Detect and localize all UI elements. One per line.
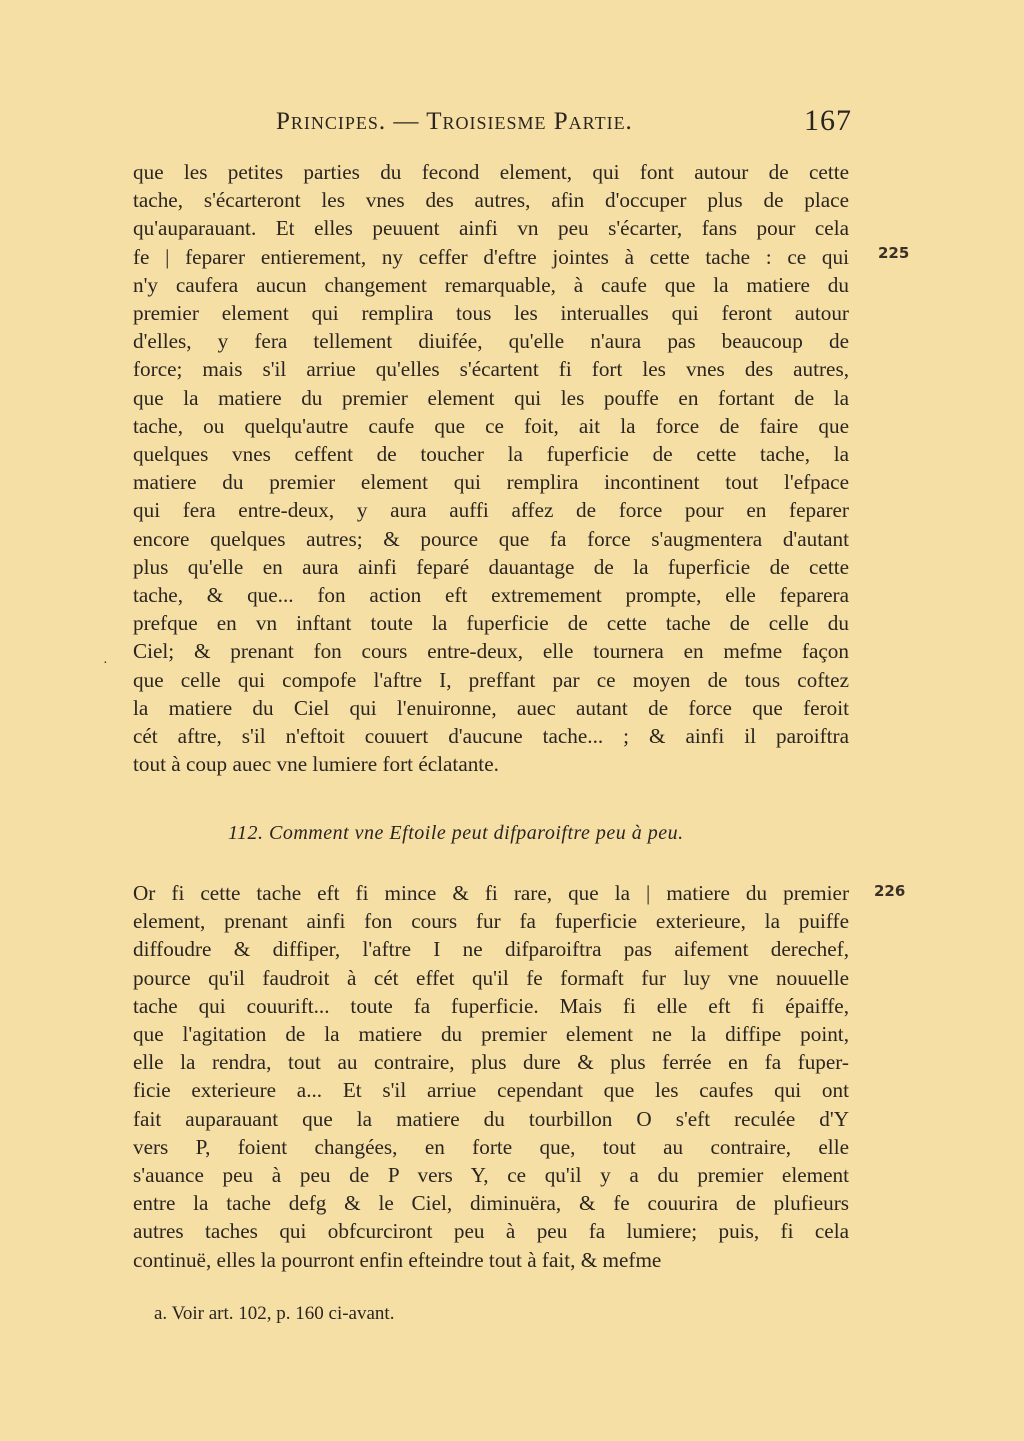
paragraph-1-line: d'elles, y fera tellement diuifée, qu'elle n'aura pas beaucoup de [133,329,849,354]
paragraph-1-line: force; mais s'il arriue qu'elles s'écartent fi fort les vnes des autres, [133,357,849,382]
paragraph-1-line: prefque en vn inftant toute la fuperficie de cette tache de celle du [133,611,849,636]
paragraph-1-line: que la matiere du premier element qui les pouffe en fortant de la [133,385,849,410]
paragraph-1-line: cét aftre, s'il n'eftoit couuert d'aucune tache... ; & ainfi il paroiftra [133,724,849,749]
paragraph-2-line: vers P, foient changées, en forte que, tout au contraire, elle [133,1134,849,1159]
paragraph-1-line: plus qu'elle en aura ainfi feparé dauantage de la fuperficie de cette [133,554,849,579]
margin-number-226: 226 [874,882,906,900]
paragraph-1-line: encore quelques autres; & pource que fa force s'augmentera d'autant [133,526,849,551]
paragraph-2-line: s'auance peu à peu de P vers Y, ce qu'il y a du premier element [133,1163,849,1188]
paragraph-1-line: tache, ou quelqu'autre caufe que ce foit, ait la force de faire que [133,413,849,438]
paragraph-2-line: diffoudre & diffiper, l'aftre I ne difparoiftra pas aifement derechef, [133,937,849,962]
paragraph-1-line: qui fera entre-deux, y aura auffi affez de force pour en feparer [133,498,849,523]
paragraph-1-line: quelques vnes ceffent de toucher la fuperficie de cette tache, la [133,442,849,467]
paragraph-1-line: que les petites parties du fecond element, qui font autour de cette [133,160,849,184]
paragraph-2-line: tache qui couurift... toute fa fuperficie. Mais fi elle eft fi épaiffe, [133,993,849,1018]
paragraph-2-line: Or fi cette tache eft fi mince & fi rare, que la | matiere du premier [133,881,849,905]
paragraph-2-line: entre la tache defg & le Ciel, diminuëra, & fe couurira de plufieurs [133,1191,849,1216]
paragraph-1-line: Ciel; & prenant fon cours entre-deux, elle tournera en mefme façon [133,639,849,664]
paragraph-1-line: premier element qui remplira tous les interualles qui feront autour [133,301,849,326]
paragraph-1-line: la matiere du Ciel qui l'enuironne, auec autant de force que feroit [133,695,849,720]
paragraph-2-line: pource qu'il faudroit à cét effet qu'il fe formaft fur luy vne nouuelle [133,965,849,990]
running-title: Principes. — Troisiesme Partie. [276,108,633,135]
paragraph-1-line: tache, & que... fon action eft extremement prompte, elle feparera [133,583,849,608]
paragraph-2-line: autres taches qui obfcurciront peu à peu fa lumiere; puis, fi cela [133,1219,849,1244]
paragraph-2-line: ficie exterieure a... Et s'il arriue cependant que les caufes qui ont [133,1078,849,1103]
paragraph-1-line: n'y caufera aucun changement remarquable, à caufe que la matiere du [133,272,849,297]
paragraph-2-line: element, prenant ainfi fon cours fur fa fuperficie exterieure, la puiffe [133,909,849,934]
footnote: a. Voir art. 102, p. 160 ci-avant. [154,1303,395,1324]
paragraph-2-line: fait auparauant que la matiere du tourbillon O s'eft reculée d'Y [133,1106,849,1131]
margin-number-225: 225 [878,244,910,262]
paragraph-2-line: elle la rendra, tout au contraire, plus dure & plus ferrée en fa fuper- [133,1050,849,1075]
paragraph-2-line: que l'agitation de la matiere du premier element ne la diffipe point, [133,1022,849,1047]
page-number: 167 [804,104,852,137]
running-header [276,104,856,144]
paragraph-2 [133,879,849,1274]
section-heading: 112. Comment vne Eftoile peut difparoiftre peu à peu. [228,822,684,844]
paragraph-1-line: tout à coup auec vne lumiere fort éclatante. [133,752,499,777]
paragraph-2-line: continuë, elles la pourront enfin efteindre tout à fait, & mefme [133,1247,662,1272]
paragraph-1-line: qu'auparauant. Et elles peuuent ainfi vn peu s'écarter, fans pour cela [133,216,849,241]
paragraph-1-line: fe | feparer entierement, ny ceffer d'eftre jointes à cette tache : ce qui [133,244,849,269]
paragraph-1 [133,158,849,778]
paragraph-1-line: matiere du premier element qui remplira incontinent tout l'efpace [133,470,849,495]
stray-mark: · [103,656,108,671]
paragraph-1-line: que celle qui compofe l'aftre I, preffant par ce moyen de tous coftez [133,667,849,692]
paragraph-1-line: tache, s'écarteront les vnes des autres, afin d'occuper plus de place [133,188,849,213]
